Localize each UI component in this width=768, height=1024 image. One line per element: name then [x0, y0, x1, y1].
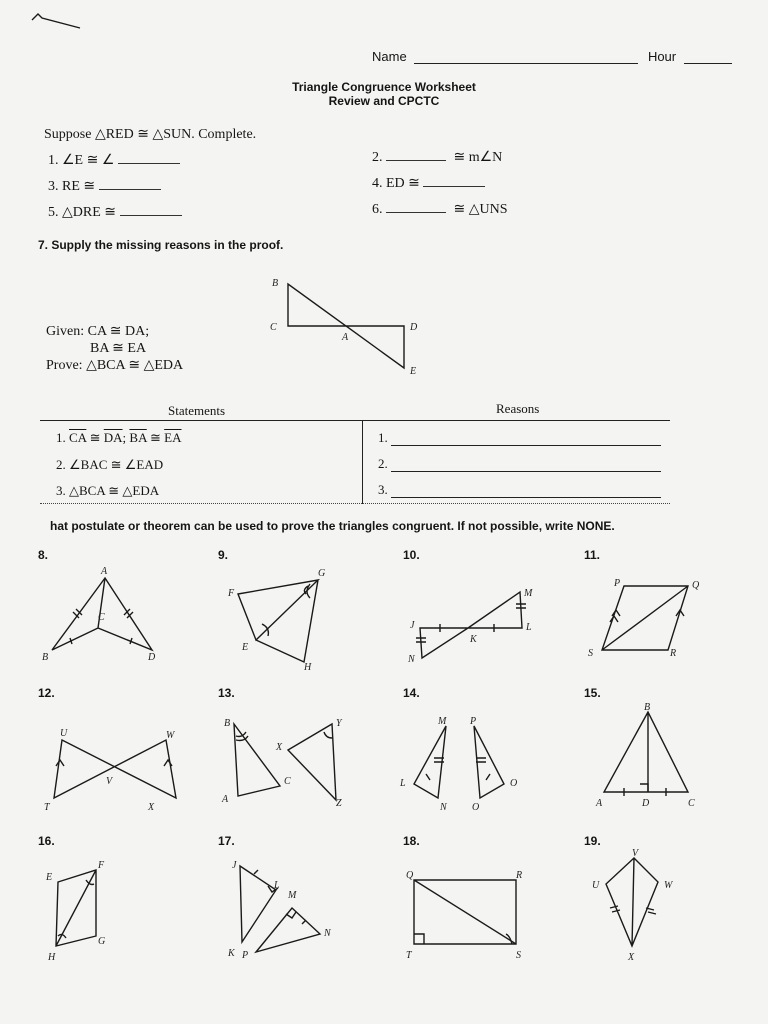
fig8-label-b: B	[42, 652, 49, 663]
table-top-rule	[40, 420, 670, 421]
fig13-label-x: X	[276, 742, 283, 753]
fig11-label-q: Q	[692, 580, 700, 591]
figure-9-diagram	[222, 562, 342, 672]
statement-3-num: 3.	[56, 483, 66, 498]
statement-1-d: $\overline{EA}$	[164, 430, 182, 445]
worksheet-title: Triangle Congruence Worksheet	[292, 80, 476, 94]
given-label: Given:	[46, 324, 85, 339]
figure-9-num: 9.	[218, 548, 229, 562]
q5-answer-line[interactable]	[120, 203, 182, 216]
fig14-label-p: P	[470, 716, 477, 727]
fig14-label-l: L	[400, 778, 406, 789]
figure-11-diagram	[584, 576, 714, 662]
suppose-prompt: Suppose △RED ≅ △SUN. Complete.	[44, 127, 257, 142]
figure-13-diagram	[216, 712, 356, 810]
diagram-label-a: A	[342, 332, 349, 343]
q3-text: RE ≅	[62, 179, 96, 194]
question-3	[48, 177, 161, 195]
fig16-label-f: F	[98, 860, 105, 871]
fig10-label-m: M	[524, 588, 533, 599]
fig10-label-k: K	[470, 634, 477, 645]
fig10-label-l: L	[526, 622, 532, 633]
hour-label: Hour	[647, 49, 677, 64]
figure-19-diagram	[586, 846, 696, 962]
fig8-label-d: D	[148, 652, 156, 663]
question-1	[48, 151, 180, 169]
table-divider	[362, 420, 363, 504]
fig16-label-e: E	[46, 872, 53, 883]
statement-1-b: $\overline{DA}$	[103, 430, 123, 445]
fig15-label-b: B	[644, 702, 651, 713]
fig18-label-q: Q	[406, 870, 414, 881]
q2-answer-line[interactable]	[386, 148, 446, 161]
fig10-label-n: N	[408, 654, 415, 665]
fig8-label-c: C	[98, 612, 105, 623]
fig12-label-t: T	[44, 802, 50, 813]
figure-10-diagram	[404, 580, 544, 670]
figure-18-num: 18.	[403, 834, 420, 848]
diagram-label-e: E	[410, 366, 417, 377]
prove-label: Prove:	[46, 358, 83, 373]
fig18-label-t: T	[406, 950, 412, 961]
fig9-label-e: E	[242, 642, 249, 653]
fig8-label-a: A	[101, 566, 108, 577]
figure-17-num: 17.	[218, 834, 235, 848]
fig19-label-x: X	[628, 952, 635, 962]
reason-1-num: 1.	[378, 430, 388, 445]
question-5	[48, 203, 182, 221]
fig12-label-u: U	[60, 728, 68, 739]
q2-num: 2.	[372, 150, 383, 165]
reason-2-line[interactable]	[391, 459, 661, 472]
fig19-label-w: W	[664, 880, 673, 891]
fig19-label-v: V	[632, 848, 639, 859]
statement-1-c: $\overline{BA}$	[129, 430, 147, 445]
statement-2-num: 2.	[56, 457, 66, 472]
q5-num: 5.	[48, 205, 59, 220]
q4-num: 4.	[372, 176, 383, 191]
figure-17-diagram	[224, 858, 354, 964]
q1-text: ∠E ≅ ∠	[62, 153, 115, 168]
q1-answer-line[interactable]	[118, 151, 180, 164]
fig13-label-z: Z	[336, 798, 342, 809]
statement-3	[56, 483, 159, 499]
diagram-label-c: C	[270, 322, 277, 333]
fig15-label-a: A	[596, 798, 603, 809]
fig13-label-y: Y	[336, 718, 342, 729]
figure-15-diagram	[590, 702, 710, 814]
fig17-label-j: J	[232, 860, 237, 871]
diagram-label-d: D	[410, 322, 418, 333]
figure-16-diagram	[40, 858, 130, 964]
section2-heading: hat postulate or theorem can be used to prove the triangles congruent. If not possible, write NONE.	[50, 519, 615, 533]
figure-14-num: 14.	[403, 686, 420, 700]
fig15-label-d: D	[642, 798, 650, 809]
figure-12-num: 12.	[38, 686, 55, 700]
fig11-label-p: P	[614, 578, 621, 589]
fig11-label-s: S	[588, 648, 593, 659]
fig13-label-c: C	[284, 776, 291, 787]
reason-3	[378, 482, 661, 498]
statement-1-a: $\overline{CA}$	[69, 430, 87, 445]
q3-num: 3.	[48, 179, 59, 194]
fig17-label-m: M	[288, 890, 297, 901]
table-bottom-rule	[40, 503, 670, 504]
fig9-label-g: G	[318, 568, 326, 579]
fig9-label-h: H	[304, 662, 312, 672]
reason-1-line[interactable]	[391, 433, 661, 446]
prove-statement: △BCA ≅ △EDA	[86, 358, 184, 373]
worksheet-subtitle: Review and CPCTC	[328, 94, 440, 108]
fig13-label-b: B	[224, 718, 231, 729]
q4-text: ED ≅	[386, 176, 420, 191]
statement-2	[56, 457, 163, 473]
name-line[interactable]	[414, 63, 638, 64]
fig17-label-k: K	[228, 948, 235, 959]
figure-15-num: 15.	[584, 686, 601, 700]
fig17-label-l: L	[274, 880, 280, 891]
proof-diagram	[262, 276, 422, 382]
q3-answer-line[interactable]	[99, 177, 161, 190]
reason-3-num: 3.	[378, 482, 388, 497]
fig11-label-r: R	[670, 648, 677, 659]
fig9-label-f: F	[228, 588, 235, 599]
figure-8-diagram	[30, 562, 170, 670]
given-block	[46, 323, 183, 374]
q5-text: △DRE ≅	[62, 205, 116, 220]
figure-18-diagram	[404, 866, 534, 964]
figure-14-diagram	[392, 712, 532, 816]
fig14-label-o: O	[510, 778, 518, 789]
reason-1	[378, 430, 661, 446]
q6-num: 6.	[372, 202, 383, 217]
pen-mark	[28, 8, 88, 30]
figure-11-num: 11.	[584, 548, 601, 562]
reason-3-line[interactable]	[391, 485, 661, 498]
statement-1: 1. $\overline{CA}$ ≅ $\overline{DA}$; $\overline{BA}$ ≅ $\overline{EA}$	[56, 430, 182, 445]
fig12-label-w: W	[166, 730, 175, 741]
q2-text: ≅ m∠N	[453, 150, 503, 165]
fig16-label-h: H	[48, 952, 56, 963]
given-1: CA ≅ DA;	[87, 324, 150, 339]
q6-text: ≅ △UNS	[453, 202, 508, 217]
fig15-label-c: C	[688, 798, 695, 809]
fig12-label-v: V	[106, 776, 113, 787]
q4-answer-line[interactable]	[423, 174, 485, 187]
fig14-label-o2: O	[472, 802, 480, 813]
hour-line[interactable]	[684, 63, 732, 64]
fig13-label-a: A	[222, 794, 229, 805]
q6-answer-line[interactable]	[386, 200, 446, 213]
figure-10-num: 10.	[403, 548, 420, 562]
statement-3-text: △BCA ≅ △EDA	[69, 483, 160, 498]
diagram-label-b: B	[272, 278, 279, 289]
statements-header: Statements	[168, 403, 226, 418]
name-label: Name	[372, 49, 407, 64]
question-2	[372, 148, 502, 166]
fig12-label-x: X	[148, 802, 155, 813]
figure-13-num: 13.	[218, 686, 235, 700]
reason-2-num: 2.	[378, 456, 388, 471]
figure-8-num: 8.	[38, 548, 49, 562]
name-field[interactable]	[372, 49, 732, 64]
statement-1-num: 1.	[56, 430, 66, 445]
q1-num: 1.	[48, 153, 59, 168]
proof-heading: 7. Supply the missing reasons in the proof.	[38, 238, 284, 252]
fig16-label-g: G	[98, 936, 106, 947]
question-6	[372, 200, 508, 218]
reasons-header: Reasons	[496, 401, 540, 416]
figure-12-diagram	[38, 722, 188, 814]
statement-2-text: ∠BAC ≅ ∠EAD	[69, 457, 164, 472]
fig19-label-u: U	[592, 880, 600, 891]
fig17-label-p: P	[242, 950, 249, 961]
fig14-label-n: N	[440, 802, 447, 813]
reason-2	[378, 456, 661, 472]
fig18-label-r: R	[516, 870, 523, 881]
given-2: BA ≅ EA	[90, 341, 147, 356]
fig17-label-n: N	[324, 928, 331, 939]
figure-19-num: 19.	[584, 834, 601, 848]
fig18-label-s: S	[516, 950, 521, 961]
question-4	[372, 174, 485, 192]
fig14-label-m: M	[438, 716, 447, 727]
fig10-label-j: J	[410, 620, 415, 631]
figure-16-num: 16.	[38, 834, 55, 848]
